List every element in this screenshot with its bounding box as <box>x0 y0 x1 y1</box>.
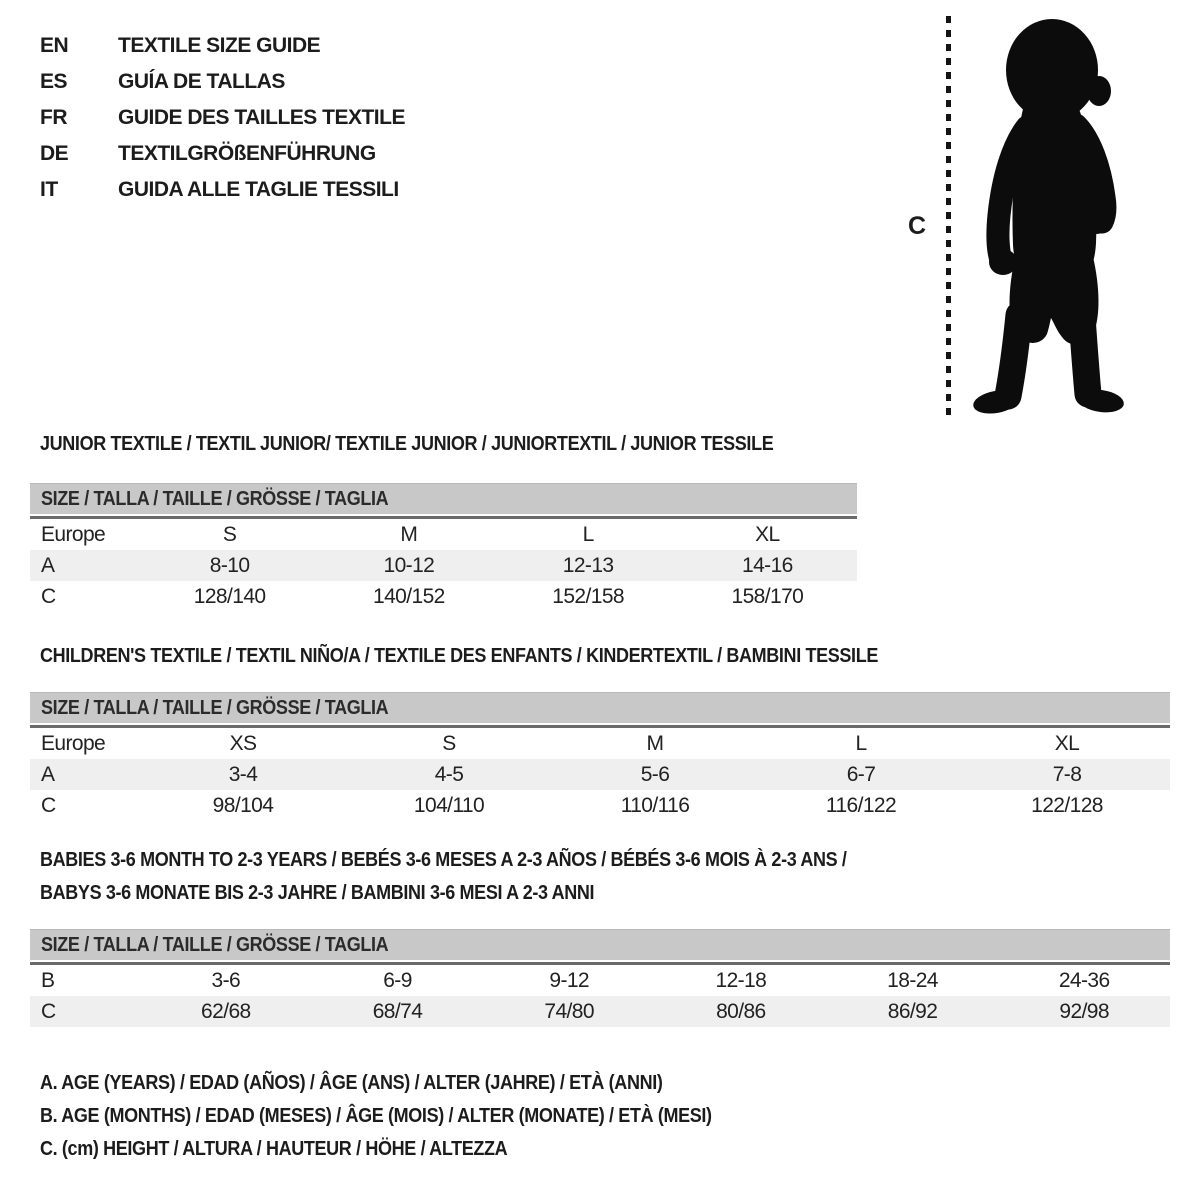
height-cell: 74/80 <box>544 1000 594 1023</box>
size-cell: M <box>400 523 418 546</box>
language-code: FR <box>40 106 67 129</box>
language-code: ES <box>40 70 68 93</box>
language-label: TEXTILGRÖßENFÜHRUNG <box>118 142 376 165</box>
height-cell: 140/152 <box>373 585 445 608</box>
height-cell: 86/92 <box>887 1000 938 1023</box>
row-label: Europe <box>41 523 106 546</box>
size-header-label: SIZE / TALLA / TAILLE / GRÖSSE / TAGLIA <box>41 488 389 510</box>
size-header-bar <box>30 929 1170 960</box>
size-header-bar <box>30 483 857 514</box>
language-code: DE <box>40 142 69 165</box>
size-cell: S <box>222 523 237 546</box>
babies-section-title-line2: BABYS 3-6 MONATE BIS 2-3 JAHRE / BAMBINI 3-6 MESI A 2-3 ANNI <box>40 882 595 904</box>
age-cell: 12-13 <box>562 554 614 577</box>
height-measure-dashed-line <box>946 16 951 416</box>
row-label: B <box>41 969 55 992</box>
size-cell: S <box>442 732 456 755</box>
language-label: GUIDA ALLE TAGLIE TESSILI <box>118 178 399 201</box>
size-header-label: SIZE / TALLA / TAILLE / GRÖSSE / TAGLIA <box>41 697 389 719</box>
size-cell: XL <box>755 523 780 546</box>
height-cell: 98/104 <box>212 794 274 817</box>
months-cell: 24-36 <box>1058 969 1110 992</box>
language-row-de <box>40 135 405 171</box>
height-cell: 80/86 <box>716 1000 766 1023</box>
height-cell: 116/122 <box>825 794 897 817</box>
table-row-europe <box>30 519 857 550</box>
age-cell: 6-7 <box>846 763 876 786</box>
height-cell: 68/74 <box>372 1000 423 1023</box>
age-cell: 5-6 <box>640 763 670 786</box>
height-cell: 128/140 <box>193 585 266 608</box>
row-label: C <box>41 1000 56 1023</box>
language-code: IT <box>40 178 58 201</box>
height-cell: 122/128 <box>1031 794 1103 817</box>
months-cell: 18-24 <box>887 969 938 992</box>
table-row-months <box>30 965 1170 996</box>
size-header-label: SIZE / TALLA / TAILLE / GRÖSSE / TAGLIA <box>41 934 389 956</box>
childrens-size-table <box>30 692 1170 821</box>
babies-section-title-line1: BABIES 3-6 MONTH TO 2-3 YEARS / BEBÉS 3-6 MESES A 2-3 AÑOS / BÉBÉS 3-6 MOIS À 2-3 ANS / <box>40 849 847 871</box>
childrens-section-title: CHILDREN'S TEXTILE / TEXTIL NIÑO/A / TEXTILE DES ENFANTS / KINDERTEXTIL / BAMBINI TESSILE <box>40 645 878 667</box>
table-row-age <box>30 759 1170 790</box>
row-label: Europe <box>41 732 106 755</box>
language-label: GUIDE DES TAILLES TEXTILE <box>118 106 405 129</box>
language-label: GUÍA DE TALLAS <box>118 70 285 93</box>
size-cell: XS <box>229 732 257 755</box>
height-cell: 104/110 <box>413 794 485 817</box>
months-cell: 12-18 <box>715 969 767 992</box>
size-cell: L <box>855 732 867 755</box>
height-cell: 158/170 <box>731 585 804 608</box>
language-row-en <box>40 27 405 63</box>
months-cell: 3-6 <box>211 969 241 992</box>
language-row-es <box>40 63 405 99</box>
size-header-bar <box>30 692 1170 723</box>
size-cell: M <box>646 732 664 755</box>
age-cell: 8-10 <box>209 554 250 577</box>
height-cell: 110/116 <box>620 794 690 817</box>
language-label: TEXTILE SIZE GUIDE <box>118 34 321 57</box>
legend-age-months: B. AGE (MONTHS) / EDAD (MESES) / ÂGE (MOIS) / ALTER (MONATE) / ETÀ (MESI) <box>40 1105 712 1127</box>
age-cell: 14-16 <box>742 554 793 577</box>
size-cell: L <box>582 523 594 546</box>
height-cell: 62/68 <box>201 1000 251 1023</box>
junior-size-table <box>30 483 857 612</box>
babies-size-table <box>30 929 1170 1027</box>
row-label: C <box>41 585 56 608</box>
age-cell: 7-8 <box>1052 763 1082 786</box>
table-row-height <box>30 790 1170 821</box>
language-list <box>40 27 405 207</box>
row-label: A <box>41 554 55 577</box>
language-row-fr <box>40 99 405 135</box>
legend-age-years: A. AGE (YEARS) / EDAD (AÑOS) / ÂGE (ANS) / ALTER (JAHRE) / ETÀ (ANNI) <box>40 1072 663 1094</box>
table-row-age <box>30 550 857 581</box>
toddler-silhouette-icon <box>963 15 1138 417</box>
age-cell: 10-12 <box>383 554 435 577</box>
months-cell: 9-12 <box>549 969 589 992</box>
table-row-height <box>30 996 1170 1027</box>
age-cell: 3-4 <box>228 763 258 786</box>
table-row-europe <box>30 728 1170 759</box>
junior-section-title: JUNIOR TEXTILE / TEXTIL JUNIOR/ TEXTILE JUNIOR / JUNIORTEXTIL / JUNIOR TESSILE <box>40 433 774 455</box>
row-label: C <box>41 794 56 817</box>
language-row-it <box>40 171 405 207</box>
height-cell: 152/158 <box>552 585 624 608</box>
table-row-height <box>30 581 857 612</box>
legend-height-cm: C. (cm) HEIGHT / ALTURA / HAUTEUR / HÖHE / ALTEZZA <box>40 1138 508 1160</box>
row-label: A <box>41 763 55 786</box>
height-cell: 92/98 <box>1059 1000 1109 1023</box>
measure-label-c: C <box>908 212 927 240</box>
language-code: EN <box>40 34 69 57</box>
age-cell: 4-5 <box>434 763 464 786</box>
months-cell: 6-9 <box>383 969 412 992</box>
size-cell: XL <box>1054 732 1080 755</box>
